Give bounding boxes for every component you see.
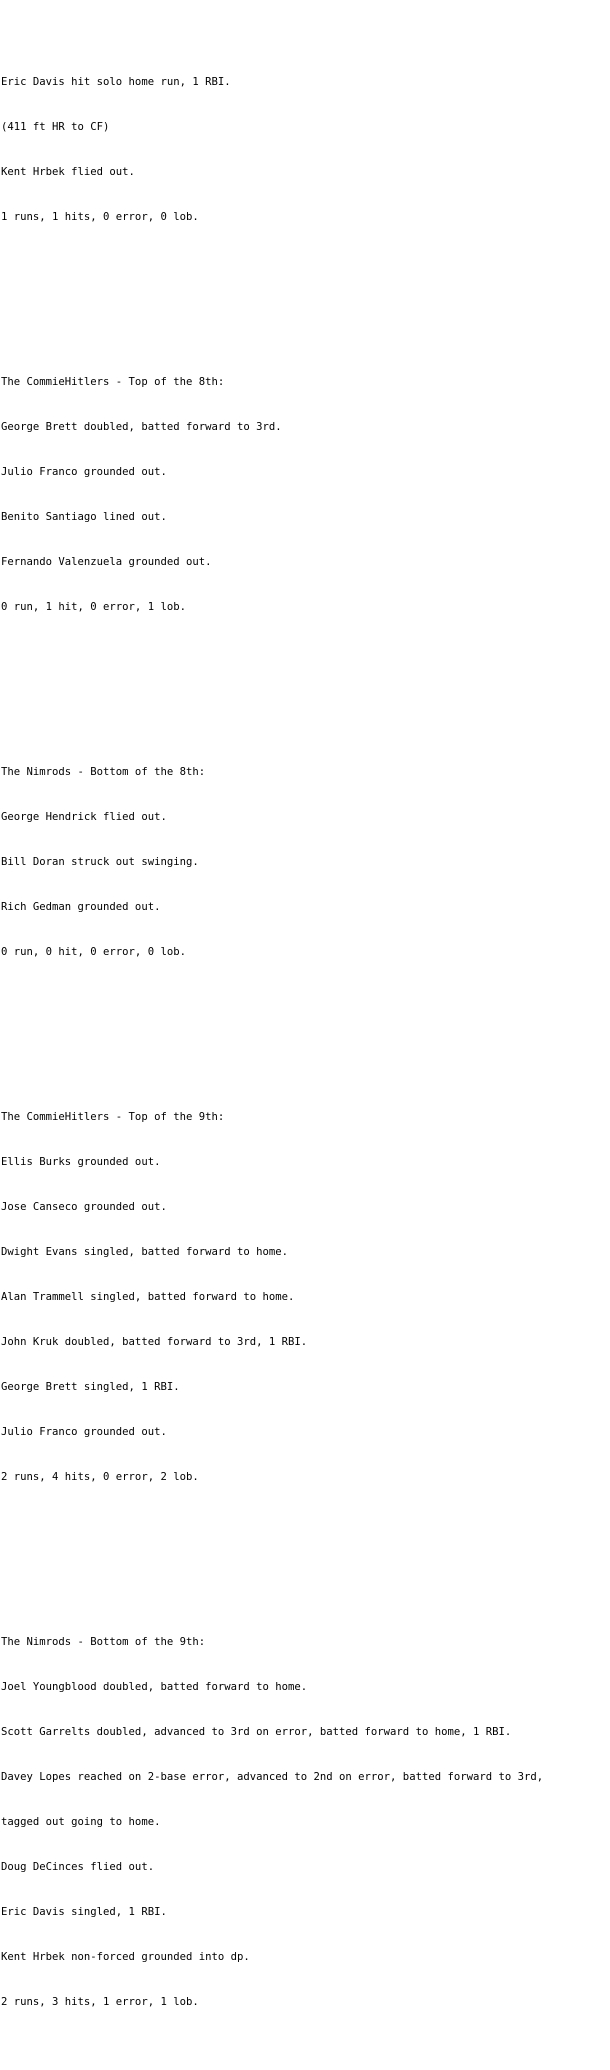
inning-header: The CommieHitlers - Top of the 8th:	[1, 376, 225, 388]
play-line: Doug DeCinces flied out.	[1, 1861, 155, 1873]
play-line: Kent Hrbek non-forced grounded into dp.	[1, 1951, 250, 1963]
play-line: Davey Lopes reached on 2-base error, advanced to 2nd on error, batted forward to 3rd,	[1, 1771, 544, 1783]
play-line-continuation: tagged out going to home.	[1, 1816, 161, 1828]
block-spacer	[1, 285, 607, 300]
inning-summary-line: 2 runs, 3 hits, 1 error, 1 lob.	[1, 1996, 199, 2008]
inning-summary-line: 1 runs, 1 hits, 0 error, 0 lob.	[1, 211, 199, 223]
play-line: Benito Santiago lined out.	[1, 511, 167, 523]
inning-header: The Nimrods - Bottom of the 9th:	[1, 1636, 206, 1648]
inning-block-bottom-8th	[1, 735, 607, 990]
block-spacer	[1, 1020, 607, 1035]
play-line: George Brett singled, 1 RBI.	[1, 1381, 180, 1393]
play-line: Scott Garrelts doubled, advanced to 3rd on error, batted forward to home, 1 RBI.	[1, 1726, 512, 1738]
play-line: (411 ft HR to CF)	[1, 121, 110, 133]
play-line: Kent Hrbek flied out.	[1, 166, 135, 178]
inning-header: The CommieHitlers - Top of the 9th:	[1, 1111, 225, 1123]
inning-block-7th-bottom-end	[1, 45, 607, 255]
inning-block-top-8th	[1, 345, 607, 645]
play-line: Bill Doran struck out swinging.	[1, 856, 199, 868]
play-line: Rich Gedman grounded out.	[1, 901, 161, 913]
play-line: Fernando Valenzuela grounded out.	[1, 556, 212, 568]
play-line: Joel Youngblood doubled, batted forward to home.	[1, 1681, 308, 1693]
play-line: George Hendrick flied out.	[1, 811, 167, 823]
play-line: Alan Trammell singled, batted forward to home.	[1, 1291, 295, 1303]
inning-summary-line: 0 run, 1 hit, 0 error, 1 lob.	[1, 601, 186, 613]
inning-block-bottom-9th	[1, 1605, 607, 2040]
play-line: John Kruk doubled, batted forward to 3rd, 1 RBI.	[1, 1336, 308, 1348]
inning-block-top-9th	[1, 1080, 607, 1515]
inning-header: The Nimrods - Bottom of the 8th:	[1, 766, 206, 778]
play-line: George Brett doubled, batted forward to 3rd.	[1, 421, 282, 433]
play-line: Dwight Evans singled, batted forward to home.	[1, 1246, 289, 1258]
block-spacer	[1, 675, 607, 690]
play-line: Julio Franco grounded out.	[1, 466, 167, 478]
block-spacer	[1, 1545, 607, 1560]
play-line: Jose Canseco grounded out.	[1, 1201, 167, 1213]
play-by-play-log	[1, 0, 607, 2070]
play-line: Eric Davis singled, 1 RBI.	[1, 1906, 167, 1918]
play-line: Ellis Burks grounded out.	[1, 1156, 161, 1168]
play-line: Julio Franco grounded out.	[1, 1426, 167, 1438]
play-line: Eric Davis hit solo home run, 1 RBI.	[1, 76, 231, 88]
inning-summary-line: 0 run, 0 hit, 0 error, 0 lob.	[1, 946, 186, 958]
inning-summary-line: 2 runs, 4 hits, 0 error, 2 lob.	[1, 1471, 199, 1483]
